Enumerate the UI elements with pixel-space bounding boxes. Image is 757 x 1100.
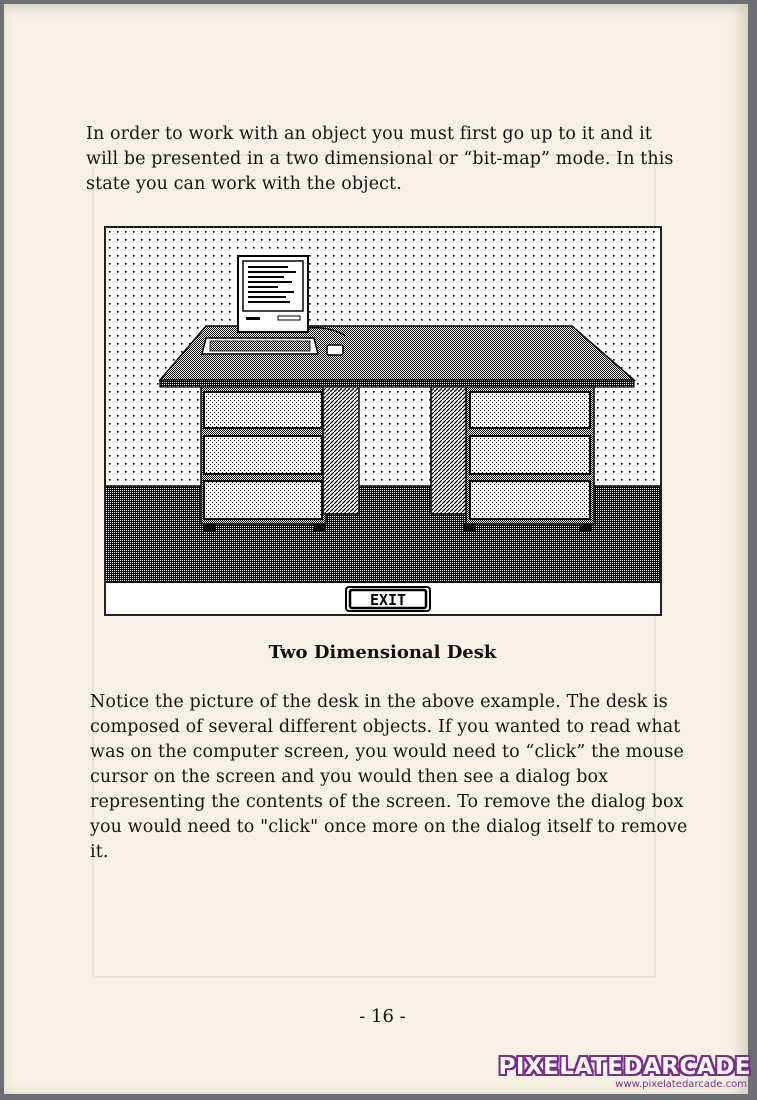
desk-top[interactable] <box>160 326 634 387</box>
watermark-url: www.pixelatedarcade.com <box>615 1079 747 1090</box>
watermark <box>498 1054 751 1090</box>
exit-button[interactable] <box>346 587 430 611</box>
mouse[interactable] <box>327 345 343 355</box>
manual-page <box>4 4 748 1094</box>
left-drawer-cabinet[interactable] <box>201 384 359 532</box>
two-dimensional-desk-figure <box>104 226 662 616</box>
desk-illustration <box>106 228 660 614</box>
right-drawer-cabinet[interactable] <box>431 384 594 532</box>
exit-button-label: EXIT <box>369 591 407 609</box>
explanation-paragraph: Notice the picture of the desk in the above example. The desk is composed of several different objects. If you wanted to read what was on the computer screen, you would need to “click” the mouse cursor on the screen and you would then see a dialog box representing the contents of the screen. To remove the dialog box you would need to "click" once more on the dialog itself to remove it. <box>90 692 688 862</box>
intro-paragraph: In order to work with an object you must first go up to it and it will be presented in a two dimensional or “bit-map” mode. In this state you can work with the object. <box>86 124 674 194</box>
figure-caption: Two Dimensional Desk <box>268 642 497 663</box>
keyboard[interactable] <box>202 338 318 354</box>
page-number: - 16 - <box>359 1006 406 1027</box>
computer-screen[interactable] <box>238 256 308 332</box>
watermark-title: PIXELATEDARCADE <box>498 1054 751 1080</box>
